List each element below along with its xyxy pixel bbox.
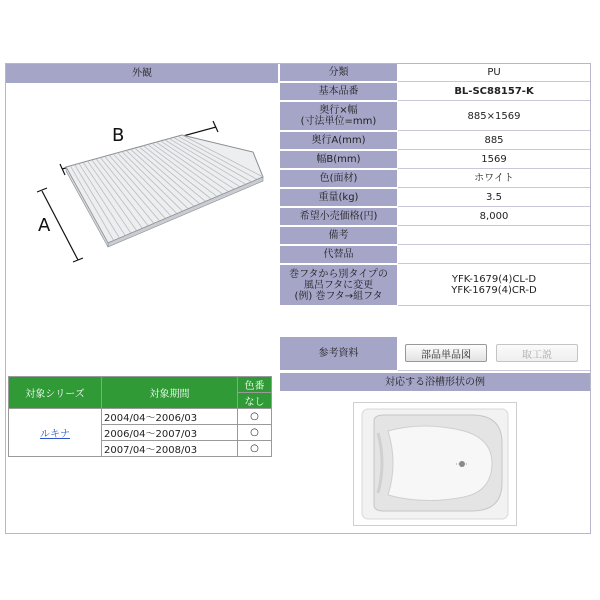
dimension-b-label: B (112, 125, 125, 146)
bathtub-image (353, 402, 517, 526)
series-name-cell (9, 409, 102, 457)
spec-label: 幅B(mm) (280, 151, 397, 169)
spec-value: ホワイト (398, 170, 590, 188)
period-cell: 2007/04～2008/03 (102, 441, 238, 457)
series-link[interactable]: ルキナ (40, 429, 70, 440)
color-mark-cell: ○ (238, 409, 272, 425)
installation-manual-button[interactable]: 取工説 (496, 344, 578, 362)
period-cell: 2004/04～2006/03 (102, 409, 238, 425)
spec-value: 1569 (398, 151, 590, 169)
spec-value: BL-SC88157-K (398, 83, 590, 101)
period-cell: 2006/04～2007/03 (102, 425, 238, 441)
spec-value (398, 246, 590, 264)
spec-value: 885×1569 (398, 102, 590, 131)
spec-label: 分類 (280, 64, 397, 82)
dimension-a-label: A (38, 215, 51, 236)
spec-value (398, 227, 590, 245)
col-color-sub-header: なし (238, 393, 272, 409)
spec-label: 備考 (280, 227, 397, 245)
spec-label: 奥行×幅 (寸法単位=mm) (280, 102, 397, 131)
spec-value: 885 (398, 132, 590, 150)
spec-label: 色(面材) (280, 170, 397, 188)
spec-value: 8,000 (398, 208, 590, 226)
spec-label: 奥行A(mm) (280, 132, 397, 150)
spec-value: PU (398, 64, 590, 82)
col-period-header: 対象期間 (102, 377, 238, 409)
color-mark-cell: ○ (238, 425, 272, 441)
reference-label: 参考資料 (280, 337, 397, 371)
spec-label: 重量(kg) (280, 189, 397, 207)
spec-label: 希望小売価格(円) (280, 208, 397, 226)
parts-drawing-button[interactable]: 部品単品図 (405, 344, 487, 362)
series-table (8, 376, 272, 457)
spec-label: 基本品番 (280, 83, 397, 101)
appearance-header: 外観 (6, 64, 278, 83)
color-mark-cell: ○ (238, 441, 272, 457)
lid-diagram (6, 85, 278, 375)
bath-shape-header: 対応する浴槽形状の例 (280, 373, 590, 391)
spec-label: 代替品 (280, 246, 397, 264)
spec-value: YFK-1679(4)CL-D YFK-1679(4)CR-D (398, 265, 590, 306)
spec-label: 巻フタから別タイプの 風呂フタに変更 (例) 巻フタ→組フタ (280, 265, 397, 306)
col-color-header: 色番 (238, 377, 272, 393)
spec-value: 3.5 (398, 189, 590, 207)
col-series-header: 対象シリーズ (9, 377, 102, 409)
